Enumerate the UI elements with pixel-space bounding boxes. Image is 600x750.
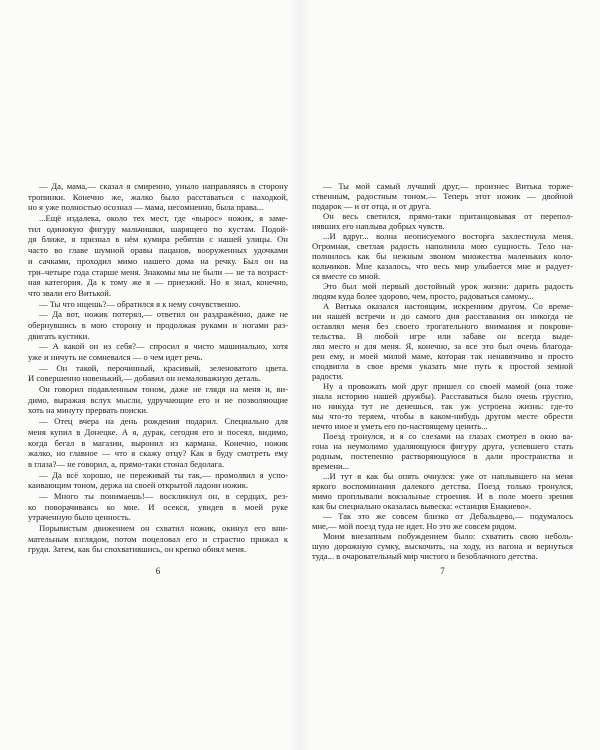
text-line: тил одинокую фигуру мальчишки, шарящего по кустам. Подой- xyxy=(28,223,288,234)
paragraph xyxy=(312,281,573,301)
text-line: двигать кустики. xyxy=(28,330,90,341)
text-line: ни нашей встречи и до самого дня расставания он никогда не xyxy=(312,311,573,321)
text-line: гона на неумолимо удаляющуюся фигуру друга, успевшего стать xyxy=(312,441,573,451)
text-line: тропинки. Конечно же, жалко было расставаться с находкой, xyxy=(28,191,288,202)
paragraph xyxy=(312,301,573,381)
text-line: — Ты что ищешь?— обратился я к нему сочувственно. xyxy=(39,298,241,309)
text-line: кольчиков. Мне казалось, что весь мир улыбается мне и радует- xyxy=(312,261,573,271)
text-line: И совершенно новенький,— добавил он немаловажную деталь. xyxy=(28,373,261,384)
text-line: ная категория. Да к тому же я — приезжий. Но я знал, конечно, xyxy=(28,277,288,288)
page-number-right: 7 xyxy=(440,566,445,576)
paragraph xyxy=(28,470,288,491)
text-line: — Он такой, перочинный, красивый, зеленоватого цвета. xyxy=(39,362,288,373)
text-line: хоть на минуту прервать поиски. xyxy=(28,405,149,416)
text-line: ...Ещё издалека, около тех мест, где «вырос» ножик, я заме- xyxy=(39,213,288,224)
page-number-left: 6 xyxy=(155,566,161,576)
paragraph xyxy=(28,299,288,310)
paragraph xyxy=(28,523,288,555)
text-line: людям куда более здорово, чем, просто, радоваться самому... xyxy=(312,291,534,301)
text-line: — Отец вчера на день рождения подарил. Специально для xyxy=(39,416,288,427)
text-line: рен ему, и моей милой маме, которая так ненавязчиво и просто xyxy=(312,351,573,361)
text-line: — Да вот, ножик потерял,— ответил он раздражённо, даже не xyxy=(39,309,288,320)
text-line: — Да всё хорошо, не переживай ты так,— промолвил я успо- xyxy=(39,469,288,480)
text-line: радости. xyxy=(312,371,344,381)
paragraph xyxy=(312,431,573,471)
text-line: обернувшись в мою сторону и продолжая руками и ногами раз- xyxy=(28,319,288,330)
text-line: но я уже полностью осознал — мама, несомненно, была права... xyxy=(28,202,264,213)
paragraph xyxy=(28,341,288,362)
text-line: меня купил в Донецке. А я, дурак, сегодня его и посеял, видимо, xyxy=(28,426,288,437)
right-page xyxy=(312,181,573,561)
text-line: мательным взглядом, потом поцеловал его и страстно прижал к xyxy=(28,533,288,544)
text-line: — Так это же совсем близко от Дебальцево,— подумалось xyxy=(323,511,573,521)
text-line: ся вместе со мной. xyxy=(312,271,381,281)
text-line: что звали его Витькой. xyxy=(28,287,112,298)
text-line: Моим внезапным побуждением было: схватить свою неболь- xyxy=(323,531,573,541)
text-line: сподвигла в свое время указать мне путь к простой земной xyxy=(312,361,573,371)
text-line: знала историю нашей дружбы). Расставаться было очень грустно, xyxy=(312,391,573,401)
text-line: в глаза?— не говорил, а, прямо-таки стонал бедолага. xyxy=(28,458,225,469)
text-line: утраченную было ценность. xyxy=(28,512,131,523)
text-line: нявших его наплыва добрых чувств. xyxy=(312,221,445,231)
text-line: подарок — и от отца, и от друга. xyxy=(312,201,432,211)
text-line: ственным, радостным тоном.— Теперь этот ножик — двойной xyxy=(312,191,573,201)
paragraph xyxy=(312,531,573,561)
text-line: как бы специально оказалась вывеска: «станция Енакиево». xyxy=(312,501,532,511)
paragraph xyxy=(312,211,573,231)
left-page xyxy=(28,181,288,555)
text-line: А Витька оказался настоящим, искренним другом. Со време- xyxy=(323,301,573,311)
text-line: ко поворачиваясь ко мне. И осекся, увидев в моей руке xyxy=(28,501,288,512)
text-line: тельства. В любой игре или забаве он всегда выде- xyxy=(312,331,573,341)
text-line: — Да, мама,— сказал я смиренно, уныло направляясь в сторону xyxy=(39,181,288,191)
text-line: мы что-то теряем, чтобы в каком-нибудь другом месте обрести xyxy=(312,411,573,421)
paragraph xyxy=(28,309,288,341)
paragraph xyxy=(28,363,288,384)
text-line: родным, постепенно растворяющуюся в дали пространства и xyxy=(312,451,573,461)
text-line: — Много ты понимаешь!— воскликнул он, в сердцах, рез- xyxy=(39,490,288,501)
paragraph xyxy=(312,381,573,431)
text-line: ...И вдруг... волна неописуемого восторга захлестнула меня. xyxy=(323,231,573,241)
paragraph xyxy=(312,511,573,531)
text-line: нечто иное и уметь его по-настоящему ценить... xyxy=(312,421,488,431)
text-line: груди. Затем, как бы спохватившись, он крепко обнял меня. xyxy=(28,544,247,555)
text-line: Поезд тронулся, и я со слезами на глазах смотрел в окно ва- xyxy=(323,431,573,441)
page-gutter xyxy=(290,0,310,750)
text-line: каивающим тоном, держа на своей открытой ладони ножик. xyxy=(28,480,249,491)
paragraph xyxy=(312,471,573,511)
text-line: оставлял меня без своего трогательного внимания и покрови- xyxy=(312,321,573,331)
text-line: Порывистым движением он схватил ножик, окинул его вни- xyxy=(39,523,288,533)
text-line: ...И тут я как бы опять очнулся: уже от наплывшего на меня xyxy=(323,471,573,481)
text-line: Ну а провожать мой друг пришел со своей мамой (она тоже xyxy=(323,381,573,391)
text-line: когда бегал в магазин, выронил из кармана. Конечно, ножик xyxy=(28,437,288,448)
text-line: полнилось как бы нежным звоном множества маленьких коло- xyxy=(312,251,573,261)
text-line: Это был мой первый достойный урок жизни: дарить радость xyxy=(323,281,573,291)
text-line: три–четыре года старше меня. Знакомы мы не были — не та возраст- xyxy=(28,266,288,277)
text-line: Он говорил подавленным тоном, даже не глядя на меня и, ви- xyxy=(39,384,288,395)
paragraph xyxy=(312,181,573,211)
paragraph xyxy=(312,231,573,281)
text-line: уже и ничуть не сомневался — о чем идет речь. xyxy=(28,352,203,362)
text-line: — А какой он из себя?— спросил я чисто машинально, хотя xyxy=(39,341,288,352)
text-line: лял место и для меня. Я, конечно, за все это был очень благода- xyxy=(312,341,573,351)
text-line: времени... xyxy=(312,461,350,471)
text-line: мне,— мой поезд туда не идет. Но это же совсем рядом. xyxy=(312,521,517,531)
text-line: димо, выражая вслух мысли, удручающие его и не позволяющие xyxy=(28,394,288,405)
paragraph xyxy=(28,491,288,523)
text-line: — Ты мой самый лучший друг,— произнес Витька торже- xyxy=(323,181,573,191)
text-line: и сачками, проходил мимо нашего дома на речку. Был он на xyxy=(28,255,288,266)
text-line: но никуда тут не денешься, так уж устроена жизнь: где-то xyxy=(312,401,573,411)
text-line: туда... в очаровательный мир чистого и безоблачного детства. xyxy=(312,551,538,561)
text-line: дя ближе, я признал в нём кумира ребятни с нашей улицы. Он xyxy=(28,234,288,245)
paragraph xyxy=(28,213,288,299)
text-line: Огромная, светлая радость наполнила мою сущность. Тело на- xyxy=(312,241,573,251)
paragraph xyxy=(28,181,288,213)
text-line: часто во главе шумной оравы пацанов, вооруженных удочками xyxy=(28,245,288,256)
text-line: шую дорожную сумку, выскочить, на ходу, из вагона и вернуться xyxy=(312,541,573,551)
text-line: жалко, но главное — что я скажу отцу? Как я буду смотреть ему xyxy=(28,448,288,459)
paragraph xyxy=(28,384,288,416)
text-line: Он весь светился, прямо-таки пританцовывая от перепол- xyxy=(323,211,573,221)
paragraph xyxy=(28,416,288,469)
text-line: яркого воспоминания далекого детства. Поезд только тронулся, xyxy=(312,481,573,491)
text-line: мимо проплывали вокзальные строения. И в поле моего зрения xyxy=(312,491,573,501)
